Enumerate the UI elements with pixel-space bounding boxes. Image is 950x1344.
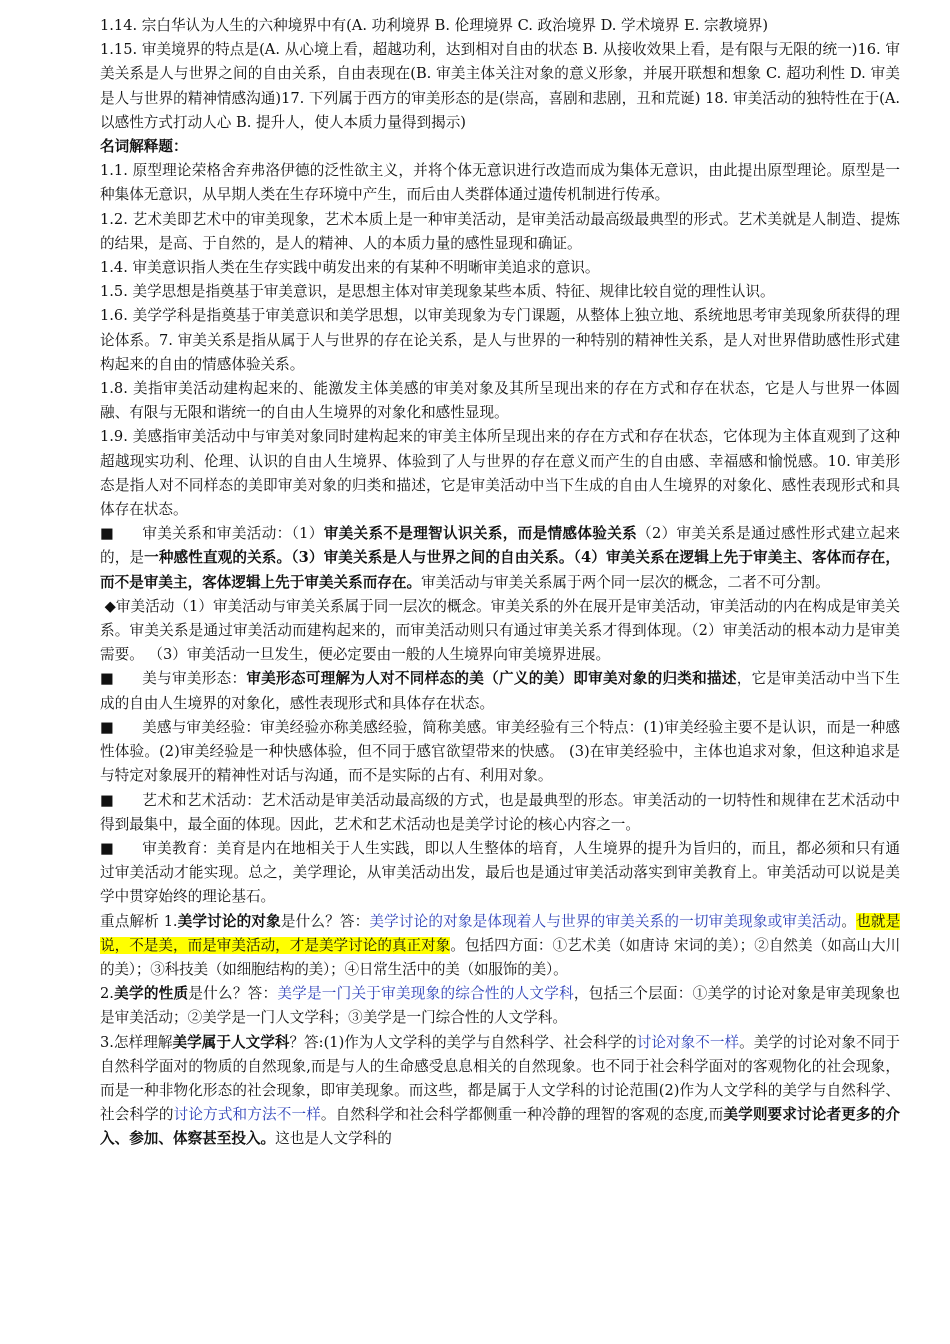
section-aesthetic-relation: ■ 审美关系和审美活动：（1）审美关系不是理智认识关系，而是情感体验关系（2）审美关系是通过感性形式建立起来的，是一种感性直观的关系。（3）审美关系是人与世界之间的自由关系。（4）审美关系在逻辑上先于审美主、客体而存在，而不是审美主，客体逻辑上先于审美关系而存在。审美活动与审美关系属于两个同一层次的概念，二者不可分割。 [100,522,900,595]
definition-1-6: 1.6. 美学学科是指奠基于审美意识和美学思想，以审美现象为专门课题，从整体上独立地、系统地思考审美现象所获得的理论体系。7. 审美关系是指从属于人与世界的存在论关系，是人与世界的一种特别的精神性关系，是人对世界借助感性形式建构起来的自由的情感体验关系。 [100,307,900,373]
square-bullet-icon: ■ [100,525,114,543]
section-aesthetic-form: ■ 美与审美形态：审美形态可理解为人对不同样态的美（广义的美）即审美对象的归类和描述，它是审美活动中当下生成的自由人生境界的对象化，感性表现形式和具体存在状态。 [100,667,900,715]
line-1-14: 1.14. 宗白华认为人生的六种境界中有(A. 功利境界 B. 伦理境界 C. 政治境界 D. 学术境界 E. 宗教境界) [100,17,769,34]
square-bullet-icon: ■ [100,839,114,857]
diamond-bullet-icon: ◆ [104,597,116,615]
definition-1-8: 1.8. 美指审美活动建构起来的、能激发主体美感的审美对象及其所呈现出来的存在方式和存在状态，它是人与世界一体圆融、有限与无限和谐统一的自由人生境界的对象化和感性显现。 [100,380,900,422]
section-heading: 名词解释题： [100,138,188,156]
definition-1-1: 1.1. 原型理论荣格舍弃弗洛伊德的泛性欲主义，并将个体无意识进行改造而成为集体无意识，由此提出原型理论。原型是一种集体无意识，从早期人类在生存环境中产生，而后由人类群体通过遗传机制进行传承。 [100,162,900,204]
section-aesthetic-education: ■ 审美教育：美育是内在地相关于人生实践，即以人生整体的培育，人生境界的提升为旨归的，而且，都必须和只有通过审美活动才能实现。总之，美学理论，从审美活动出发，最后也是通过审美活动落实到审美教育上。审美活动可以说是美学中贯穿始终的理论基石。 [100,837,900,910]
definition-1-9: 1.9. 美感指审美活动中与审美对象同时建构起来的审美主体所呈现出来的存在方式和存在状态，它体现为主体直观到了这种超越现实功利、伦理、认识的自由人生境界、体验到了人与世界的存在意义而产生的自由感、幸福感和愉悦感。10. 审美形态是指人对不同样态的美即审美对象的归类和描述，它是审美活动中当下生成的自由人生境界的对象化、感性表现形式和具体存在状态。 [100,428,900,519]
highlighted-text: 也就是说，不是美，而是审美活动，才是美学讨论的真正对象 [100,912,900,954]
document-page [100,14,900,1152]
section-art-activity: ■ 艺术和艺术活动：艺术活动是审美活动最高级的方式，也是最典型的形态。审美活动的一切特性和规律在艺术活动中得到最集中，最全面的体现。因此，艺术和艺术活动也是美学讨论的核心内容之一。 [100,789,900,837]
question-2: 2.美学的性质是什么？答：美学是一门关于审美现象的综合性的人文学科，包括三个层面：①美学的讨论对象是审美现象也是审美活动；②美学是一门人文学科；③美学是一门综合性的人文学科。 [100,985,900,1027]
definition-1-5: 1.5. 美学思想是指奠基于审美意识，是思想主体对审美现象某些本质、特征、规律比较自觉的理性认识。 [100,283,775,301]
square-bullet-icon: ■ [100,791,114,809]
question-1: 重点解析 1.美学讨论的对象是什么？答：美学讨论的对象是体现着人与世界的审美关系的一切审美现象或审美活动。也就是说，不是美，而是审美活动，才是美学讨论的真正对象。包括四方面：①艺术美（如唐诗 宋词的美）；②自然美（如高山大川的美）；③科技美（如细胞结构的美）；④日常生活中的美（如服饰的美）。 [100,912,900,978]
square-bullet-icon: ■ [100,718,114,736]
question-3: 3.怎样理解美学属于人文学科？答:(1)作为人文学科的美学与自然科学、社会科学的讨论对象不一样。美学的讨论对象不同于自然科学面对的物质的自然现象,而是与人的生命感受息息相关的自然现象。也不同于社会科学面对的客观物化的社会现象，而是一种非物化形态的社会现象，即审美现象。而这些，都是属于人文学科的讨论范围(2)作为人文学科的美学与自然科学、社会科学的讨论方式和方法不一样。自然科学和社会科学都侧重一种冷静的理智的客观的态度,而美学则要求讨论者更多的介入、参加、体察甚至投入。这也是人文学科的 [100,1033,900,1148]
definition-1-2: 1.2. 艺术美即艺术中的审美现象，艺术本质上是一种审美活动，是审美活动最高级最典型的形式。艺术美就是人制造、提炼的结果，是高、于自然的，是人的精神、人的本质力量的感性显现和确证。 [100,210,900,252]
square-bullet-icon: ■ [100,670,114,688]
section-aesthetic-activity: ◆审美活动（1）审美活动与审美关系属于同一层次的概念。审美关系的外在展开是审美活动，审美活动的内在构成是审美关系。审美关系是通过审美活动而建构起来的，而审美活动则只有通过审美关系才得到体现。（2）审美活动的根本动力是审美需要。 （3）审美活动一旦发生，便必定要由一般的人生境界向审美境界进展。 [100,597,900,664]
line-1-15: 1.15. 审美境界的特点是(A. 从心境上看，超越功利，达到相对自由的状态 B. 从接收效果上看，是有限与无限的统一)16. 审美关系是人与世界之间的自由关系，自由表现在(B. 审美主体关注对象的意义形象，并展开联想和想象 C. 超功利性 D. 审美是人与世界的精神情感沟通)17. 下列属于西方的审美形态的是(崇高，喜剧和悲剧，丑和荒诞) 18. 审美活动的独特性在于(A. 以感性方式打动人心 B. 提升人，使人本质力量得到揭示) [100,41,900,131]
definition-1-4: 1.4. 审美意识指人类在生存实践中萌发出来的有某种不明晰审美追求的意识。 [100,259,600,277]
section-aesthetic-experience: ■ 美感与审美经验：审美经验亦称美感经验，简称美感。审美经验有三个特点：(1)审美经验主要不是认识，而是一种感性体验。(2)审美经验是一种快感体验，但不同于感官欲望带来的快感。 (3)在审美经验中，主体也追求对象，但这种追求是与特定对象展开的精神性对话与沟通，而不是实际的占有、利用对象。 [100,716,900,789]
